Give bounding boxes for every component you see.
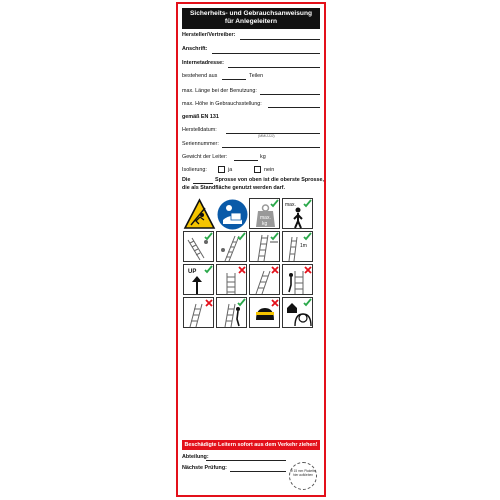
weight-field[interactable] [234,160,258,161]
max-length-label: max. Länge bei der Benutzung: [182,88,257,94]
production-date-hint: (MM/JJJJ) [258,134,275,138]
manufacturer-label: Hersteller/Vertreiber: [182,32,236,38]
address-field[interactable] [212,53,320,54]
parts-suffix: Teilen [249,73,264,79]
max-one-person-icon [282,198,313,229]
carrying-load-ok-icon [216,297,247,328]
safety-label [176,2,326,497]
parts-prefix: bestehend aus [182,73,218,79]
electric-hazard-icon [249,297,280,328]
manufacturer-field[interactable] [240,39,320,40]
inspection-sticker-area: Ø 15 mm Plakette hier aufkleben [289,462,317,490]
parts-count-field[interactable] [222,79,246,80]
insulation-yes-checkbox[interactable] [218,166,225,173]
climbing-backwards-no-icon [282,264,313,295]
next-inspection-field[interactable] [230,471,286,472]
overreach-text: 1m [300,243,307,249]
max-length-field[interactable] [260,94,320,95]
insulation-no-label: nein [264,167,275,173]
max-height-label: max. Höhe in Gebrauchsstellung: [182,101,262,107]
warning-fall-icon [183,198,214,229]
address-label: Anschrift: [182,46,208,52]
max-height-field[interactable] [268,107,320,108]
setup-angle-icon [216,231,247,262]
department-label: Abteilung: [182,454,209,460]
parts-label [182,73,217,79]
insulation-label: Isolierung: [182,167,207,173]
weight-label: Gewicht der Leiter: [182,154,228,160]
insulation-yes-label: ja [228,167,233,173]
header-line2: für Anlegeleitern [224,18,278,25]
rung-line1 [182,177,190,183]
side-protrusion-icon [249,231,280,262]
next-inspection-label: Nächste Prüfung: [182,465,227,471]
damaged-ladder-warning: Beschädigte Leitern sofort aus dem Verkehr ziehen! [182,440,320,450]
rung-number-field[interactable] [193,183,213,184]
department-field[interactable] [206,460,286,461]
weight-unit: kg [260,154,266,160]
insulation-no-checkbox[interactable] [254,166,261,173]
website-label: Internetadresse: [182,60,224,66]
production-date-label: Herstelldatum: [182,127,217,133]
label-header [182,8,320,29]
header-line1: Sicherheits- und Gebrauchsanweisung [189,10,312,17]
svg-text:max.: max. [285,202,296,208]
read-manual-icon [216,198,247,229]
indoor-use-icon [282,297,313,328]
rung-prefix: Die [182,177,191,183]
norm-label: gemäß EN 131 [182,114,219,120]
overreach-distance-icon [282,231,313,262]
svg-text:max.: max. [260,215,271,221]
up-direction-icon [183,264,214,295]
serial-number-field[interactable] [222,147,320,148]
website-field[interactable] [228,67,320,68]
rung-line2: die als Standfläche genutzt werden darf. [182,185,286,191]
rung-suffix: Sprosse von oben ist die oberste Sprosse, [215,177,325,183]
serial-number-label: Seriennummer: [182,141,219,147]
inspect-ladder-icon [183,231,214,262]
svg-text:kg: kg [262,221,268,227]
max-load-weight-icon [249,198,280,229]
stepping-off-no-icon [183,297,214,328]
ladder-no-icon [216,264,247,295]
leaning-ladder-no-icon [249,264,280,295]
up-text: UP [188,269,197,275]
